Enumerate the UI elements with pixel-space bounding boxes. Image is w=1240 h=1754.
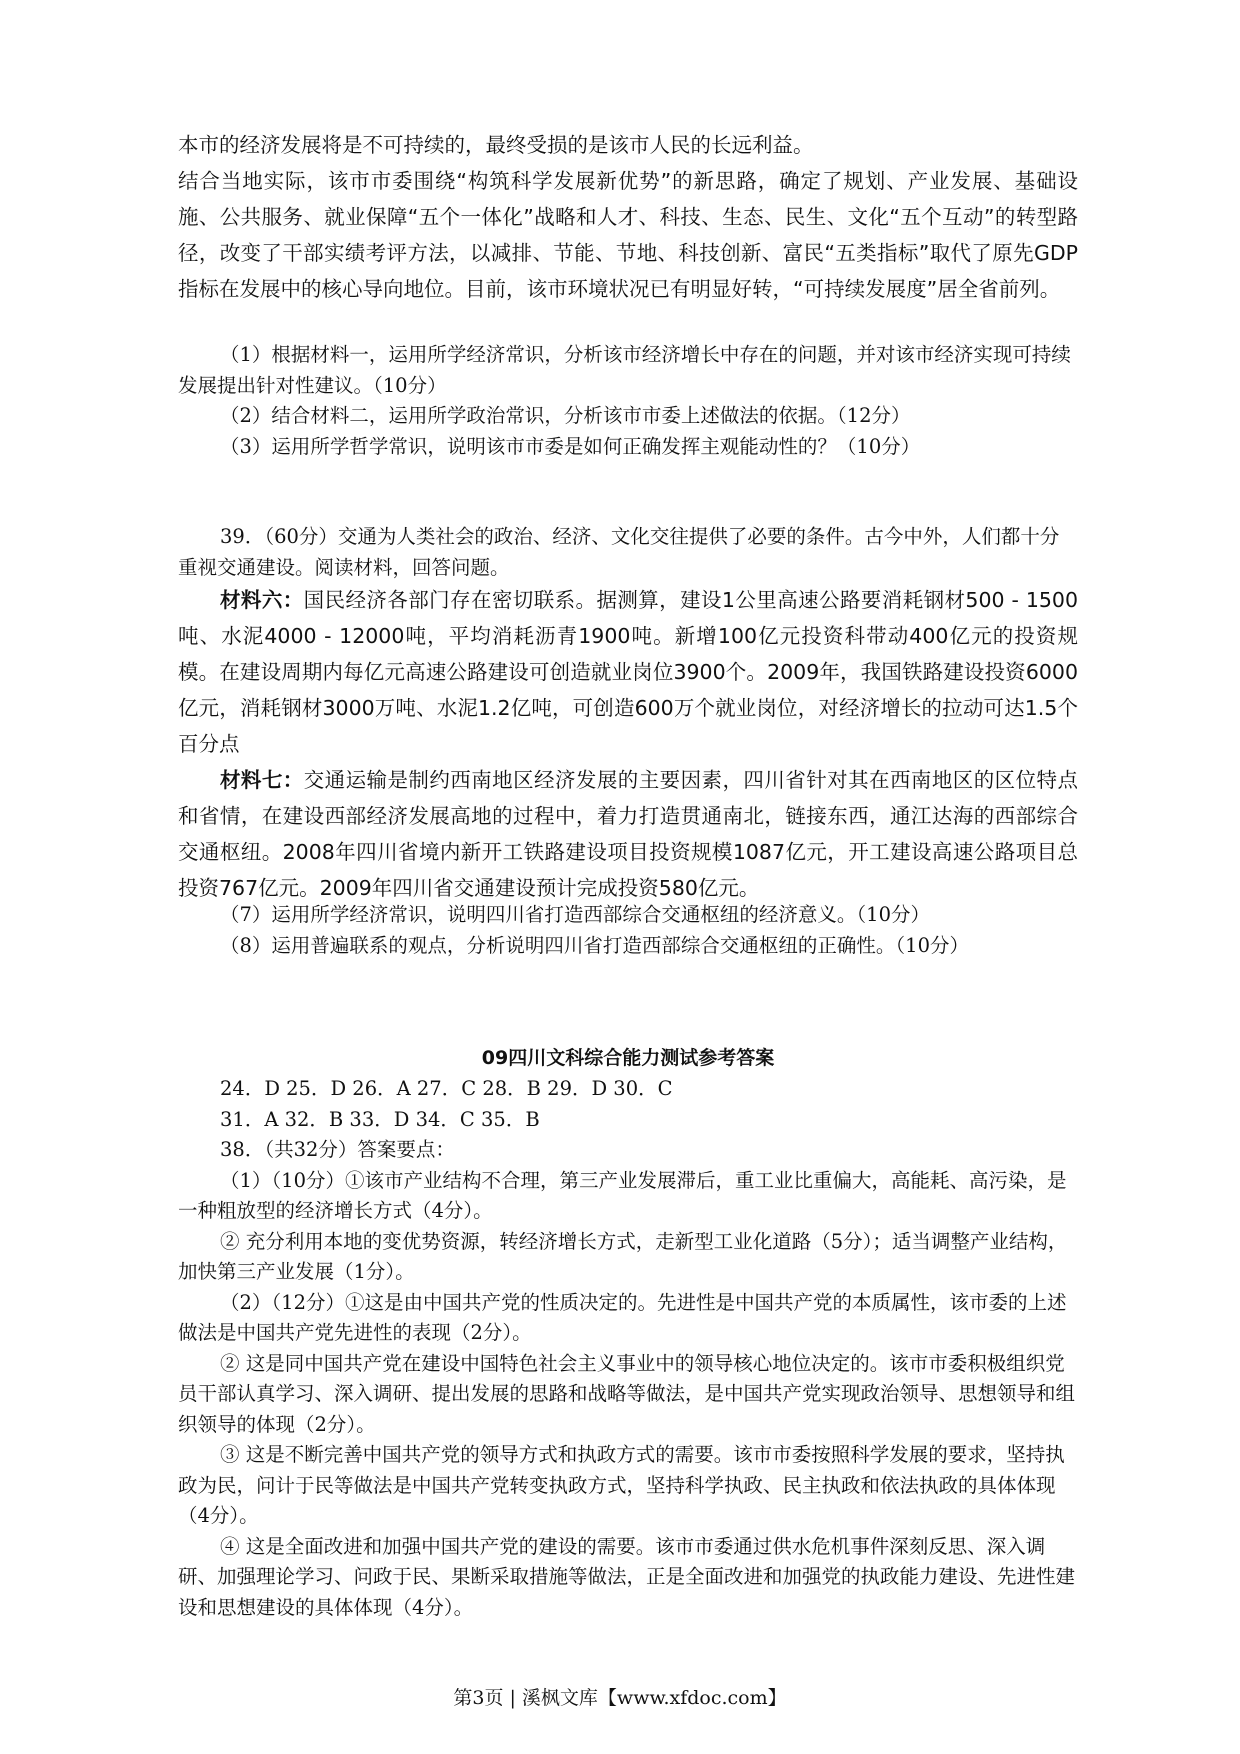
question-38-1: （1）根据材料一，运用所学经济常识，分析该市经济增长中存在的问题，并对该市经济实现可持续发展提出针对性建议。（10分） bbox=[178, 343, 1071, 397]
material-one-ending: 本市的经济发展将是不可持续的，最终受损的是该市人民的长远利益。 bbox=[178, 133, 814, 157]
page-footer: 第3页 | 溪枫文库【www.xfdoc.com】 bbox=[453, 1687, 787, 1709]
materials-block bbox=[178, 582, 1078, 906]
answer-38-heading: 38．（共32分）答案要点： bbox=[220, 1138, 455, 1161]
material-seven bbox=[178, 762, 1078, 906]
material-seven-label: 材料七： bbox=[220, 768, 304, 792]
answer-38-1-a: （1）（10分）①该市产业结构不合理，第三产业发展滞后，重工业比重偏大，高能耗、高污染，是一种粗放型的经济增长方式（4分）。 bbox=[178, 1168, 1067, 1222]
answers-block bbox=[178, 1074, 1078, 1623]
question-39-8: （8）运用普遍联系的观点，分析说明四川省打造西部综合交通枢纽的正确性。（10分） bbox=[220, 933, 969, 957]
question-38-2: （2）结合材料二，运用所学政治常识，分析该市市委上述做法的依据。（12分） bbox=[220, 404, 911, 427]
material-two-paragraph: 结合当地实际，该市市委围绕“构筑科学发展新优势”的新思路，确定了规划、产业发展、基础设施、公共服务、就业保障“五个一体化”战略和人才、科技、生态、民生、文化“五个互动”的转型路径，改变了干部实绩考评方法，以减排、节能、节地、科技创新、富民“五类指标”取代了原先GDP指标在发展中的核心导向地位。目前，该市环境状况已有明显好转，“可持续发展度”居全省前列。 bbox=[178, 169, 1078, 301]
material-six bbox=[178, 582, 1078, 762]
answer-38-2-d: ④ 这是全面改进和加强中国共产党的建设的需要。该市市委通过供水危机事件深刻反思、深入调研、加强理论学习、问政于民、果断采取措施等做法，正是全面改进和加强党的执政能力建设、先进性建设和思想建设的具体体现（4分）。 bbox=[178, 1534, 1076, 1619]
answer-38-2-a: （2）（12分）①这是由中国共产党的性质决定的。先进性是中国共产党的本质属性，该市委的上述做法是中国共产党先进性的表现（2分）。 bbox=[178, 1290, 1067, 1344]
answers-mc-line-1: 24．D 25．D 26．A 27．C 28．B 29．D 30．C bbox=[220, 1077, 673, 1100]
question-38-parts bbox=[178, 340, 1078, 462]
material-six-text: 国民经济各部门存在密切联系。据测算，建设1公里高速公路要消耗钢材500 - 1500吨、水泥4000 - 12000吨，平均消耗沥青1900吨。新增100亿元投资科带动400亿元的投资规模。在建设周期内每亿元高速公路建设可创造就业岗位3900个。2009年，我国铁路建设投资6000亿元，消耗钢材3000万吨、水泥1.2亿吨，可创造600万个就业岗位，对经济增长的拉动可达1.5个百分点 bbox=[178, 588, 1078, 756]
answers-mc-line-2: 31．A 32．B 33．D 34．C 35．B bbox=[220, 1107, 540, 1131]
question-39-intro: 39．（60分）交通为人类社会的政治、经济、文化交往提供了必要的条件。古今中外，人们都十分重视交通建设。阅读材料，回答问题。 bbox=[178, 525, 1060, 579]
material-two-block bbox=[178, 127, 1078, 307]
material-six-label: 材料六： bbox=[220, 588, 304, 612]
answer-38-2-c: ③ 这是不断完善中国共产党的领导方式和执政方式的需要。该市市委按照科学发展的要求，坚持执政为民，问计于民等做法是中国共产党转变执政方式，坚持科学执政、民主执政和依法执政的具体体现（4分）。 bbox=[178, 1443, 1065, 1527]
question-38-3: （3）运用所学哲学常识，说明该市市委是如何正确发挥主观能动性的？（10分） bbox=[220, 434, 921, 458]
question-39-intro-block bbox=[178, 522, 1078, 583]
question-39-7: （7）运用所学经济常识，说明四川省打造西部综合交通枢纽的经济意义。（10分） bbox=[220, 903, 930, 926]
answer-38-1-b: ② 充分利用本地的变优势资源，转经济增长方式，走新型工业化道路（5分）；适当调整产业结构，加快第三产业发展（1分）。 bbox=[178, 1229, 1068, 1283]
material-seven-text: 交通运输是制约西南地区经济发展的主要因素，四川省针对其在西南地区的区位特点和省情，在建设西部经济发展高地的过程中，着力打造贯通南北，链接东西，通江达海的西部综合交通枢纽。2008年四川省境内新开工铁路建设项目投资规模1087亿元，开工建设高速公路项目总投资767亿元。2009年四川省交通建设预计完成投资580亿元。 bbox=[178, 768, 1078, 900]
question-39-parts bbox=[178, 900, 1078, 961]
answers-title: 09四川文科综合能力测试参考答案 bbox=[481, 1047, 775, 1069]
answer-38-2-b: ② 这是同中国共产党在建设中国特色社会主义事业中的领导核心地位决定的。该市市委积极组织党员干部认真学习、深入调研、提出发展的思路和战略等做法，是中国共产党实现政治领导、思想领导和组织领导的体现（2分）。 bbox=[178, 1351, 1076, 1436]
